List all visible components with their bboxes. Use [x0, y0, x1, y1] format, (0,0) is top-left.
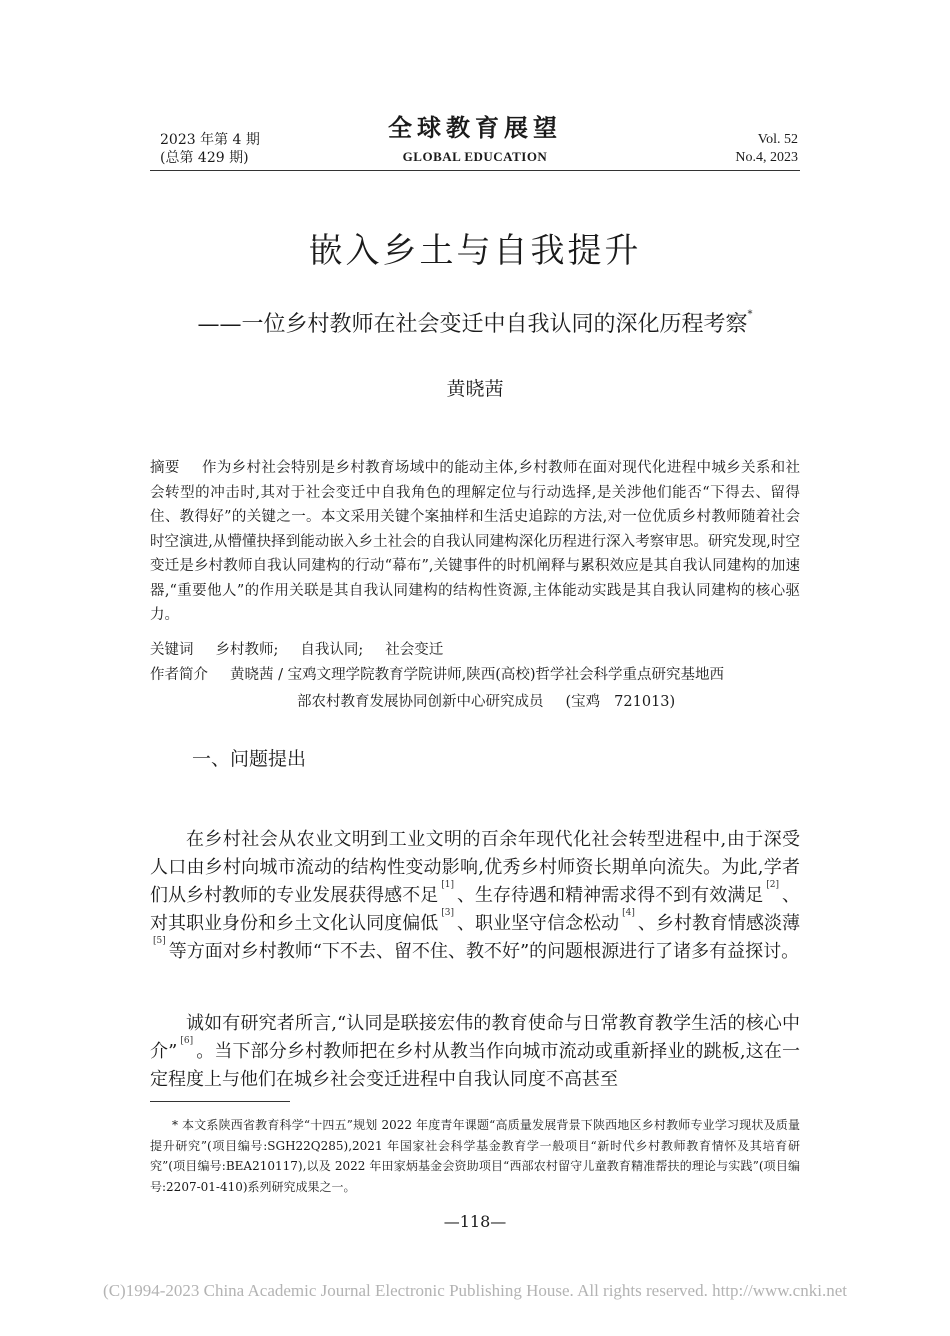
volume: Vol. 52	[757, 132, 798, 147]
citation-link[interactable]: [3]	[441, 908, 454, 918]
bio-zip: 721013)	[614, 694, 676, 710]
issue-total: (总第 429 期)	[160, 150, 249, 166]
keywords	[150, 638, 443, 662]
paragraph-text: 、职业坚守信念松动	[456, 913, 620, 934]
footnote: * 本文系陕西省教育科学“十四五”规划 2022 年度青年课题“高质量发展背景下陕西地区乡村教师专业学习现状及质量提升研究”(项目编号:SGH22Q285),2021 年国家社会科学基金教育学一般项目“新时代乡村教师教育情怀及其培育研究”(项目编号:BEA210117),以及 2022 年田家炳基金会资助项目“西部农村留守儿童教育精准帮扶的理论与实践”(项目编号:2207-01-410)系列研究成果之一。	[150, 1118, 800, 1194]
bio-line-1: 黄晓茜 / 宝鸡文理学院教育学院讲师,陕西(高校)哲学社会科学重点研究基地西	[230, 667, 725, 683]
citation-link[interactable]: [6]	[180, 1036, 194, 1046]
paragraph-text: 、生存待遇和精神需求得不到有效满足	[456, 885, 764, 906]
abstract-label: 摘要	[150, 460, 180, 476]
author-name: 黄晓茜	[446, 378, 504, 400]
footnote-rule	[150, 1101, 290, 1102]
page-number: —118—	[443, 1212, 507, 1231]
bio-place: (宝鸡	[565, 694, 601, 710]
paragraph-text: 等方面对乡村教师“下不去、留不住、教不好”的问题根源进行了诸多有益探讨。	[168, 941, 800, 962]
body-paragraph	[150, 1010, 800, 1094]
keyword-item: 社会变迁	[385, 642, 444, 658]
abstract	[150, 456, 800, 628]
header-rule	[150, 170, 800, 171]
issue-year: 2023 年第 4 期	[160, 132, 260, 148]
paragraph-text: 、对其职业身份和乡土文化认同度偏低	[150, 885, 801, 934]
article-subtitle	[0, 308, 950, 342]
body-paragraph	[150, 826, 800, 966]
subtitle-text: ——一位乡村教师在社会变迁中自我认同的深化历程考察	[197, 312, 748, 337]
keyword-item: 自我认同;	[300, 642, 364, 658]
article-title: 嵌入乡土与自我提升	[308, 231, 642, 271]
citation-link[interactable]: [5]	[153, 936, 166, 946]
journal-name-cn: 全球教育展望	[388, 113, 562, 142]
citation-link[interactable]: [4]	[622, 908, 635, 918]
paragraph-text: 在乡村社会从农业文明到工业文明的百余年现代化社会转型进程中,由于深受人口由乡村向城市流动的结构性变动影响,优秀乡村师资长期单向流失。为此,学者们从乡村教师的专业发展获得感不足	[150, 829, 800, 906]
journal-name-en: GLOBAL EDUCATION	[402, 149, 548, 164]
section-heading: 一、问题提出	[192, 748, 307, 770]
author-bio	[150, 663, 724, 687]
paragraph-text: 。当下部分乡村教师把在乡村从教当作向城市流动或重新择业的跳板,这在一定程度上与他们在城乡社会变迁进程中自我认同度不高甚至	[150, 1041, 801, 1090]
bio-label: 作者简介	[150, 667, 208, 683]
subtitle-footnote-mark[interactable]: *	[747, 309, 753, 320]
citation-link[interactable]: [1]	[441, 880, 454, 890]
keywords-label: 关键词	[150, 642, 194, 658]
paragraph-text: 诚如有研究者所言,“认同是联接宏伟的教育使命与日常教育教学生活的核心中介”	[150, 1013, 800, 1062]
paragraph-text: 、乡村教育情感淡薄	[637, 913, 801, 934]
citation-link[interactable]: [2]	[766, 880, 779, 890]
journal-masthead	[0, 113, 950, 165]
keyword-item: 乡村教师;	[215, 642, 279, 658]
volume-info	[735, 131, 798, 167]
author-bio-continued	[297, 690, 675, 714]
abstract-text: 作为乡村社会特别是乡村教育场域中的能动主体,乡村教师在面对现代化进程中城乡关系和社会转型的冲击时,其对于社会变迁中自我角色的理解定位与行动选择,是关涉他们能否“下得去、留得住、教得好”的关键之一。本文采用关键个案抽样和生活史追踪的方法,对一位优质乡村教师随着社会时空演进,从懵懂抉择到能动嵌入乡土社会的自我认同建构深化历程进行深入考察审思。研究发现,时空变迁是乡村教师自我认同建构的行动“幕布”,关键事件的时机阐释与累积效应是其自我认同建构的加速器,“重要他人”的作用关联是其自我认同建构的结构性资源,主体能动实践是其自我认同建构的核心驱力。	[150, 460, 800, 623]
bio-line-2: 部农村教育发展协同创新中心研究成员	[297, 694, 544, 710]
copyright-watermark: (C)1994-2023 China Academic Journal Electronic Publishing House. All rights reserved. http://www.cnki.net	[103, 1281, 847, 1300]
issue-number: No.4, 2023	[735, 150, 798, 165]
